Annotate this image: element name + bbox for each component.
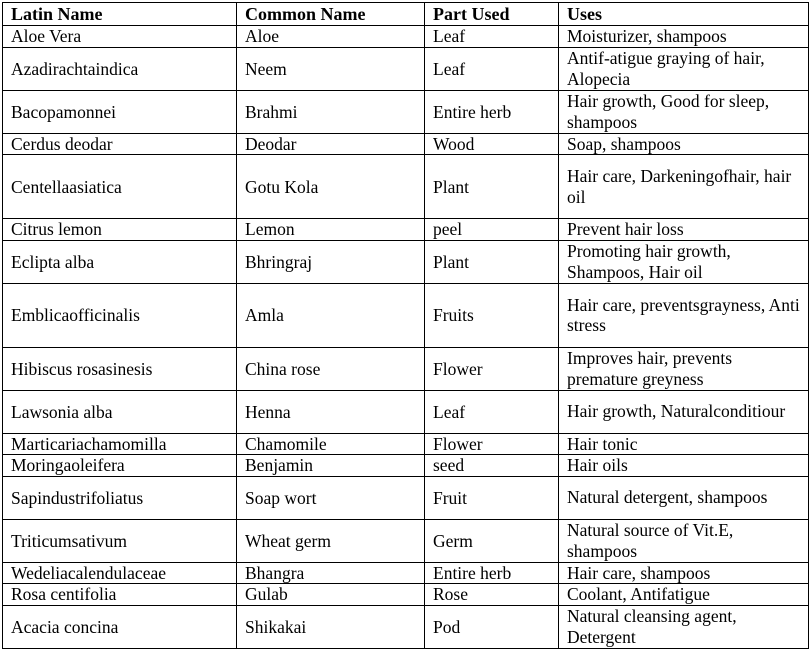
table-row	[3, 584, 809, 606]
part-used-cell: Flower	[425, 347, 559, 390]
table-body	[3, 26, 809, 649]
header-row	[3, 3, 809, 26]
table-row	[3, 90, 809, 133]
header-latin-name: Latin Name	[3, 3, 237, 26]
common-name-cell: Bhangra	[237, 562, 425, 584]
common-name-cell: Wheat germ	[237, 519, 425, 562]
part-used-cell: Fruits	[425, 283, 559, 347]
uses-cell: Hair care, preventsgrayness, Anti stress	[559, 283, 809, 347]
part-used-cell: Plant	[425, 240, 559, 283]
common-name-cell: Amla	[237, 283, 425, 347]
latin-name-cell: Citrus lemon	[3, 219, 237, 241]
common-name-cell: Lemon	[237, 219, 425, 241]
table-row	[3, 347, 809, 390]
common-name-cell: Soap wort	[237, 476, 425, 519]
header-part-used: Part Used	[425, 3, 559, 26]
common-name-cell: Deodar	[237, 133, 425, 155]
latin-name-cell: Eclipta alba	[3, 240, 237, 283]
table-row	[3, 455, 809, 477]
uses-cell: Natural source of Vit.E, shampoos	[559, 519, 809, 562]
latin-name-cell: Marticariachamomilla	[3, 433, 237, 455]
latin-name-cell: Lawsonia alba	[3, 390, 237, 433]
latin-name-cell: Centellaasiatica	[3, 155, 237, 219]
table-row	[3, 519, 809, 562]
uses-cell: Hair growth, Good for sleep, shampoos	[559, 90, 809, 133]
uses-cell: Natural detergent, shampoos	[559, 476, 809, 519]
part-used-cell: Fruit	[425, 476, 559, 519]
table-row	[3, 26, 809, 48]
part-used-cell: Flower	[425, 433, 559, 455]
common-name-cell: Neem	[237, 47, 425, 90]
common-name-cell: Benjamin	[237, 455, 425, 477]
table-row	[3, 47, 809, 90]
common-name-cell: China rose	[237, 347, 425, 390]
latin-name-cell: Moringaoleifera	[3, 455, 237, 477]
table-row	[3, 605, 809, 648]
uses-cell: Natural cleansing agent, Detergent	[559, 605, 809, 648]
uses-cell: Improves hair, prevents premature greyness	[559, 347, 809, 390]
common-name-cell: Gulab	[237, 584, 425, 606]
uses-cell: Soap, shampoos	[559, 133, 809, 155]
table-row	[3, 219, 809, 241]
part-used-cell: Leaf	[425, 47, 559, 90]
common-name-cell: Aloe	[237, 26, 425, 48]
uses-cell: Moisturizer, shampoos	[559, 26, 809, 48]
uses-cell: Coolant, Antifatigue	[559, 584, 809, 606]
latin-name-cell: Azadirachtaindica	[3, 47, 237, 90]
part-used-cell: Entire herb	[425, 90, 559, 133]
part-used-cell: Germ	[425, 519, 559, 562]
uses-cell: Promoting hair growth, Shampoos, Hair oil	[559, 240, 809, 283]
common-name-cell: Henna	[237, 390, 425, 433]
uses-cell: Hair oils	[559, 455, 809, 477]
common-name-cell: Brahmi	[237, 90, 425, 133]
common-name-cell: Shikakai	[237, 605, 425, 648]
uses-cell: Hair care, Darkeningofhair, hair oil	[559, 155, 809, 219]
part-used-cell: Entire herb	[425, 562, 559, 584]
common-name-cell: Bhringraj	[237, 240, 425, 283]
header-uses: Uses	[559, 3, 809, 26]
part-used-cell: Pod	[425, 605, 559, 648]
latin-name-cell: Rosa centifolia	[3, 584, 237, 606]
table-row	[3, 283, 809, 347]
part-used-cell: Plant	[425, 155, 559, 219]
latin-name-cell: Acacia concina	[3, 605, 237, 648]
latin-name-cell: Sapindustrifoliatus	[3, 476, 237, 519]
uses-cell: Hair growth, Naturalconditiour	[559, 390, 809, 433]
latin-name-cell: Hibiscus rosasinesis	[3, 347, 237, 390]
table-row	[3, 476, 809, 519]
table-row	[3, 240, 809, 283]
table-header	[3, 3, 809, 26]
part-used-cell: Rose	[425, 584, 559, 606]
part-used-cell: Wood	[425, 133, 559, 155]
latin-name-cell: Cerdus deodar	[3, 133, 237, 155]
part-used-cell: peel	[425, 219, 559, 241]
table-row	[3, 390, 809, 433]
table-row	[3, 433, 809, 455]
latin-name-cell: Triticumsativum	[3, 519, 237, 562]
uses-cell: Prevent hair loss	[559, 219, 809, 241]
part-used-cell: seed	[425, 455, 559, 477]
part-used-cell: Leaf	[425, 390, 559, 433]
header-common-name: Common Name	[237, 3, 425, 26]
part-used-cell: Leaf	[425, 26, 559, 48]
uses-cell: Hair tonic	[559, 433, 809, 455]
uses-cell: Hair care, shampoos	[559, 562, 809, 584]
table-row	[3, 155, 809, 219]
common-name-cell: Gotu Kola	[237, 155, 425, 219]
latin-name-cell: Wedeliacalendulaceae	[3, 562, 237, 584]
latin-name-cell: Aloe Vera	[3, 26, 237, 48]
table-row	[3, 133, 809, 155]
common-name-cell: Chamomile	[237, 433, 425, 455]
uses-cell: Antif-atigue graying of hair, Alopecia	[559, 47, 809, 90]
latin-name-cell: Emblicaofficinalis	[3, 283, 237, 347]
latin-name-cell: Bacopamonnei	[3, 90, 237, 133]
herbs-table	[2, 2, 809, 649]
table-row	[3, 562, 809, 584]
